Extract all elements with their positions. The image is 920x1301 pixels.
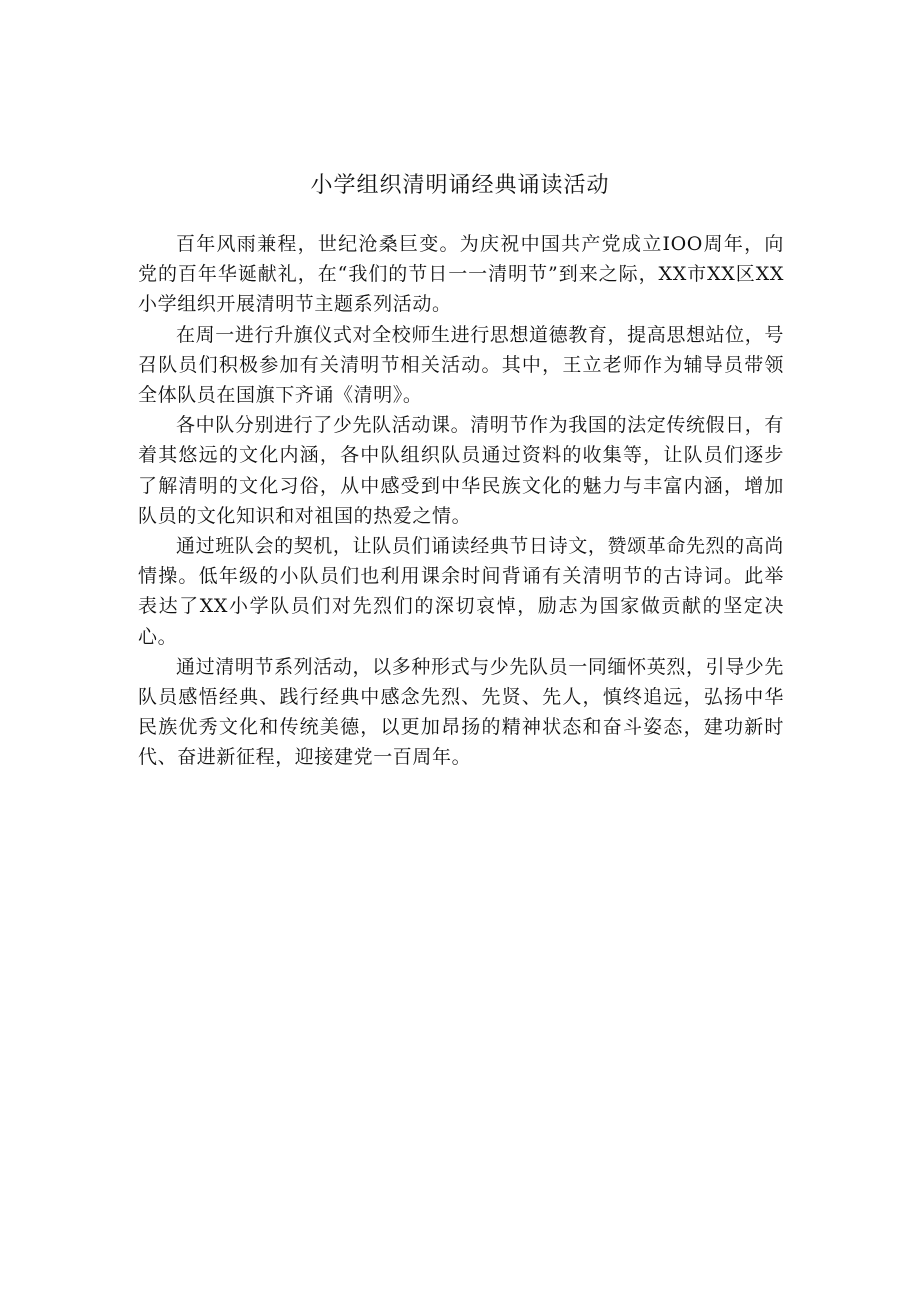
paragraph-1: 百年风雨兼程，世纪沧桑巨变。为庆祝中国共产党成立IOO周年，向党的百年华诞献礼，在“我们的节日一一清明节”到来之际，XX市XX区XX小学组织开展清明节主题系列活动。 [138,233,784,316]
document-title: 小学组织清明诵经典诵读活动 [310,173,610,198]
document-body [138,229,784,773]
paragraph-4: 通过班队会的契机，让队员们诵读经典节日诗文，赞颂革命先烈的高尚情操。低年级的小队员们也利用课余时间背诵有关清明节的古诗词。此举表达了XX小学队员们对先烈们的深切哀悼，励志为国家做贡献的坚定决心。 [138,535,784,648]
paragraph-5: 通过清明节系列活动，以多种形式与少先队员一同缅怀英烈，引导少先队员感悟经典、践行经典中感念先烈、先贤、先人，慎终追远，弘扬中华民族优秀文化和传统美德，以更加昂扬的精神状态和奋斗姿态，建功新时代、奋进新征程，迎接建党一百周年。 [138,655,784,769]
paragraph-3: 各中队分别进行了少先队活动课。清明节作为我国的法定传统假日，有着其悠远的文化内涵，各中队组织队员通过资料的收集等，让队员们逐步了解清明的文化习俗，从中感受到中华民族文化的魅力与丰富内涵，增加队员的文化知识和对祖国的热爱之情。 [138,414,784,527]
paragraph-2: 在周一进行升旗仪式对全校师生进行思想道德教育，提高思想站位，号召队员们积极参加有关清明节相关活动。其中，王立老师作为辅导员带领全体队员在国旗下齐诵《清明》。 [138,323,784,407]
